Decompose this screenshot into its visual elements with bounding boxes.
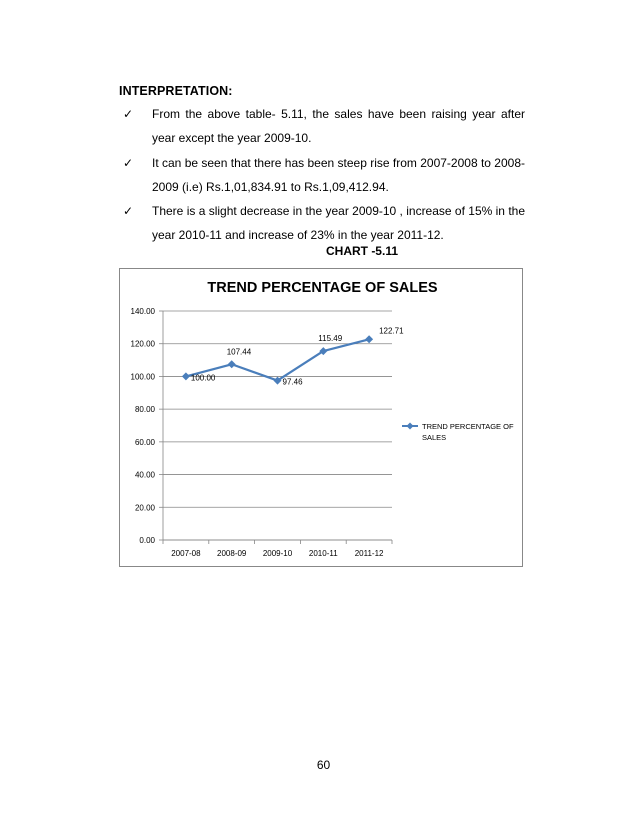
data-label: 100.00 (190, 373, 216, 383)
legend-marker (407, 423, 414, 430)
line-chart (120, 269, 522, 566)
data-point (228, 360, 236, 368)
list-item (123, 102, 525, 151)
page-number: 60 (316, 758, 331, 772)
data-label: 97.46 (282, 377, 303, 387)
interpretation-heading: INTERPRETATION: (119, 84, 233, 98)
y-tick-label: 20.00 (134, 503, 155, 513)
y-tick-label: 0.00 (139, 536, 155, 545)
bullet-text: It can be seen that there has been steep rise from 2007-2008 to 2008-2009 (i.e) Rs.1,01,834.91 to Rs.1,09,412.94. (152, 155, 525, 194)
data-point (365, 335, 373, 343)
y-tick-label: 80.00 (134, 405, 155, 415)
y-tick-label: 100.00 (130, 372, 155, 382)
list-item (123, 151, 525, 200)
data-point (182, 372, 190, 380)
x-tick-label: 2010-11 (308, 549, 338, 558)
bullet-text: From the above table- 5.11, the sales have been raising year after year except the year 2009-10. (152, 107, 525, 146)
checkmark-icon: ✓ (123, 155, 134, 170)
bullet-text: There is a slight decrease in the year 2009-10 , increase of 15% in the year 2010-11 and increase of 23% in the year 2011-12. (152, 204, 525, 243)
list-item (123, 199, 525, 248)
data-label: 115.49 (318, 334, 343, 344)
x-tick-label: 2011-12 (354, 549, 384, 558)
checkmark-icon: ✓ (123, 107, 134, 121)
chart-title: TREND PERCENTAGE OF SALES (207, 280, 438, 296)
checkmark-icon: ✓ (123, 204, 134, 219)
data-label: 107.44 (226, 347, 252, 357)
interpretation-list (123, 102, 525, 248)
y-tick-label: 140.00 (130, 307, 155, 316)
legend-label-line1: TREND PERCENTAGE OF (422, 422, 514, 431)
x-tick-label: 2009-10 (262, 549, 293, 558)
y-tick-label: 120.00 (130, 339, 155, 349)
x-tick-label: 2007-08 (171, 549, 201, 558)
legend-label-line2: SALES (422, 433, 447, 442)
chart-caption: CHART -5.11 (325, 244, 399, 258)
x-tick-label: 2008-09 (217, 549, 247, 558)
y-tick-label: 60.00 (134, 437, 155, 447)
y-tick-label: 40.00 (134, 470, 155, 480)
chart-frame (119, 268, 523, 567)
data-label: 122.71 (379, 326, 404, 336)
